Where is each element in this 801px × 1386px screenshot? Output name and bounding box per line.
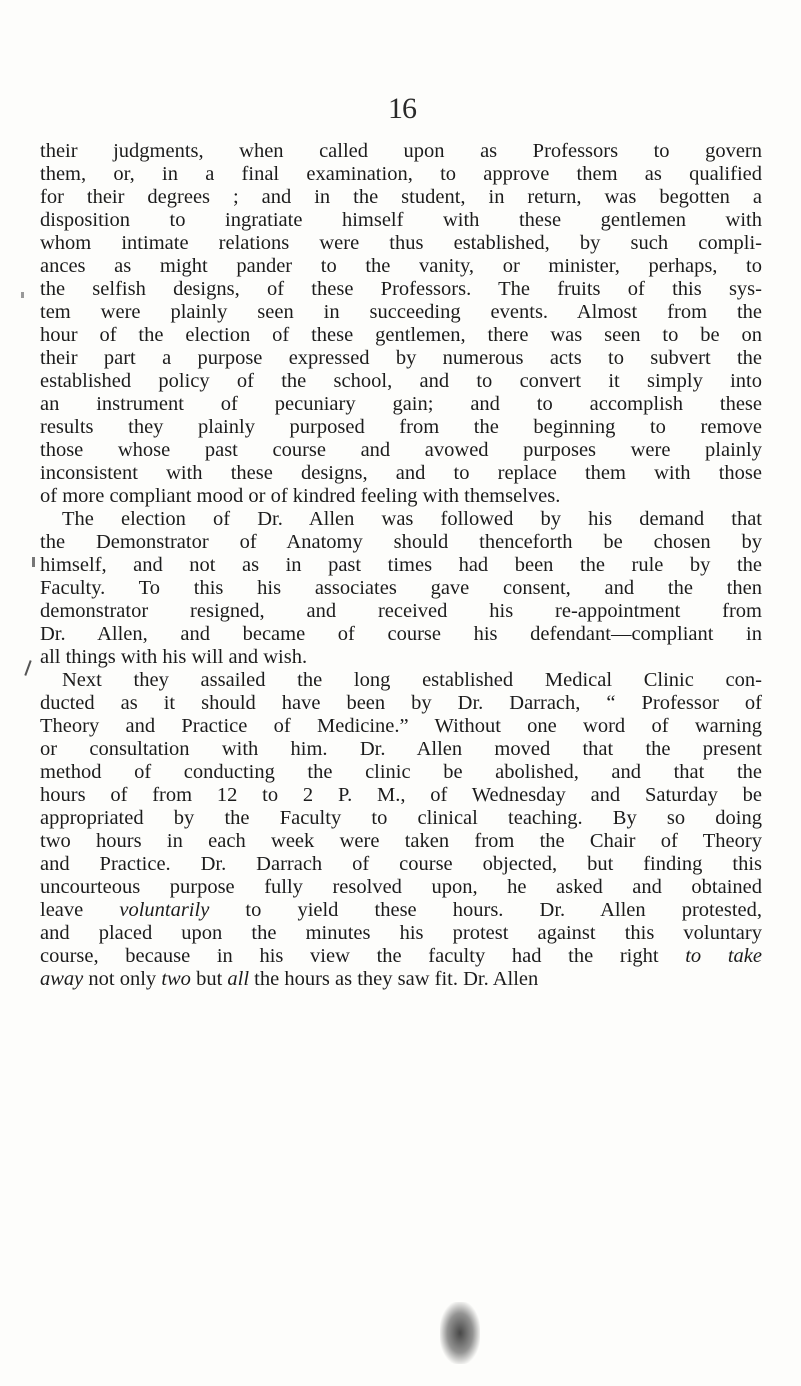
text-run: to yield these hours. Dr. Allen protested,: [245, 899, 762, 921]
text-line: Dr. Allen, and became of course his defendant—compliant in: [40, 623, 762, 645]
text-line: demonstrator resigned, and received his re-appointment from: [40, 600, 762, 622]
text-line: the selfish designs, of these Professors. The fruits of this sys-: [40, 278, 762, 300]
text-line: results they plainly purposed from the beginning to remove: [40, 416, 762, 438]
text-line: whom intimate relations were thus established, by such compli-: [40, 232, 762, 254]
text-line: [40, 899, 762, 922]
text-line: disposition to ingratiate himself with these gentlemen with: [40, 209, 762, 231]
text-line: Faculty. To this his associates gave consent, and the then: [40, 577, 762, 599]
text-line: those whose past course and avowed purposes were plainly: [40, 439, 762, 461]
text-line: tem were plainly seen in succeeding events. Almost from the: [40, 301, 762, 323]
text-line: of more compliant mood or of kindred feeling with themselves.: [40, 485, 561, 507]
italic-run: all: [227, 968, 250, 990]
italic-run: to take: [685, 945, 762, 967]
text-line: [40, 945, 762, 968]
text-line: all things with his will and wish.: [40, 646, 308, 668]
text-line: the Demonstrator of Anatomy should thenceforth be chosen by: [40, 531, 762, 553]
text-run: course, because in his view the faculty had the right: [40, 945, 659, 967]
italic-run: two: [161, 968, 191, 990]
text-line: uncourteous purpose fully resolved upon, he asked and obtained: [40, 876, 762, 898]
ink-smudge: [440, 1302, 480, 1364]
page-number: 16: [388, 92, 416, 125]
italic-run: voluntarily: [119, 899, 210, 921]
italic-run: away: [40, 968, 84, 990]
text-line: The election of Dr. Allen was followed by his demand that: [62, 508, 762, 530]
text-line: or consultation with him. Dr. Allen moved that the present: [40, 738, 762, 760]
text-line: two hours in each week were taken from the Chair of Theory: [40, 830, 762, 852]
text-line: Theory and Practice of Medicine.” Without one word of warning: [40, 715, 762, 737]
margin-mark: [21, 292, 24, 298]
text-line: an instrument of pecuniary gain; and to accomplish these: [40, 393, 762, 415]
text-line: hours of from 12 to 2 P. M., of Wednesday and Saturday be: [40, 784, 762, 806]
text-line: established policy of the school, and to convert it simply into: [40, 370, 762, 392]
text-line: their part a purpose expressed by numerous acts to subvert the: [40, 347, 762, 369]
text-line: their judgments, when called upon as Professors to govern: [40, 140, 762, 162]
text-line: and placed upon the minutes his protest against this voluntary: [40, 922, 762, 944]
text-run: but: [196, 968, 223, 990]
text-run: leave: [40, 899, 84, 921]
text-run: the hours as they saw fit. Dr. Allen: [254, 968, 539, 990]
text-line: Next they assailed the long established Medical Clinic con-: [62, 669, 762, 691]
text-run: not only: [88, 968, 157, 990]
text-line: appropriated by the Faculty to clinical teaching. By so doing: [40, 807, 762, 829]
margin-mark: [24, 660, 31, 676]
text-line: ances as might pander to the vanity, or minister, perhaps, to: [40, 255, 762, 277]
margin-mark: [32, 557, 35, 567]
text-line: for their degrees ; and in the student, in return, was begotten a: [40, 186, 762, 208]
text-line: and Practice. Dr. Darrach of course objected, but finding this: [40, 853, 762, 875]
text-line: ducted as it should have been by Dr. Darrach, “ Professor of: [40, 692, 762, 714]
text-line: himself, and not as in past times had been the rule by the: [40, 554, 762, 576]
text-line: them, or, in a final examination, to approve them as qualified: [40, 163, 762, 185]
text-line: method of conducting the clinic be abolished, and that the: [40, 761, 762, 783]
text-line: [40, 968, 762, 991]
text-line: inconsistent with these designs, and to replace them with those: [40, 462, 762, 484]
body-text: [40, 140, 762, 991]
text-line: hour of the election of these gentlemen, there was seen to be on: [40, 324, 762, 346]
